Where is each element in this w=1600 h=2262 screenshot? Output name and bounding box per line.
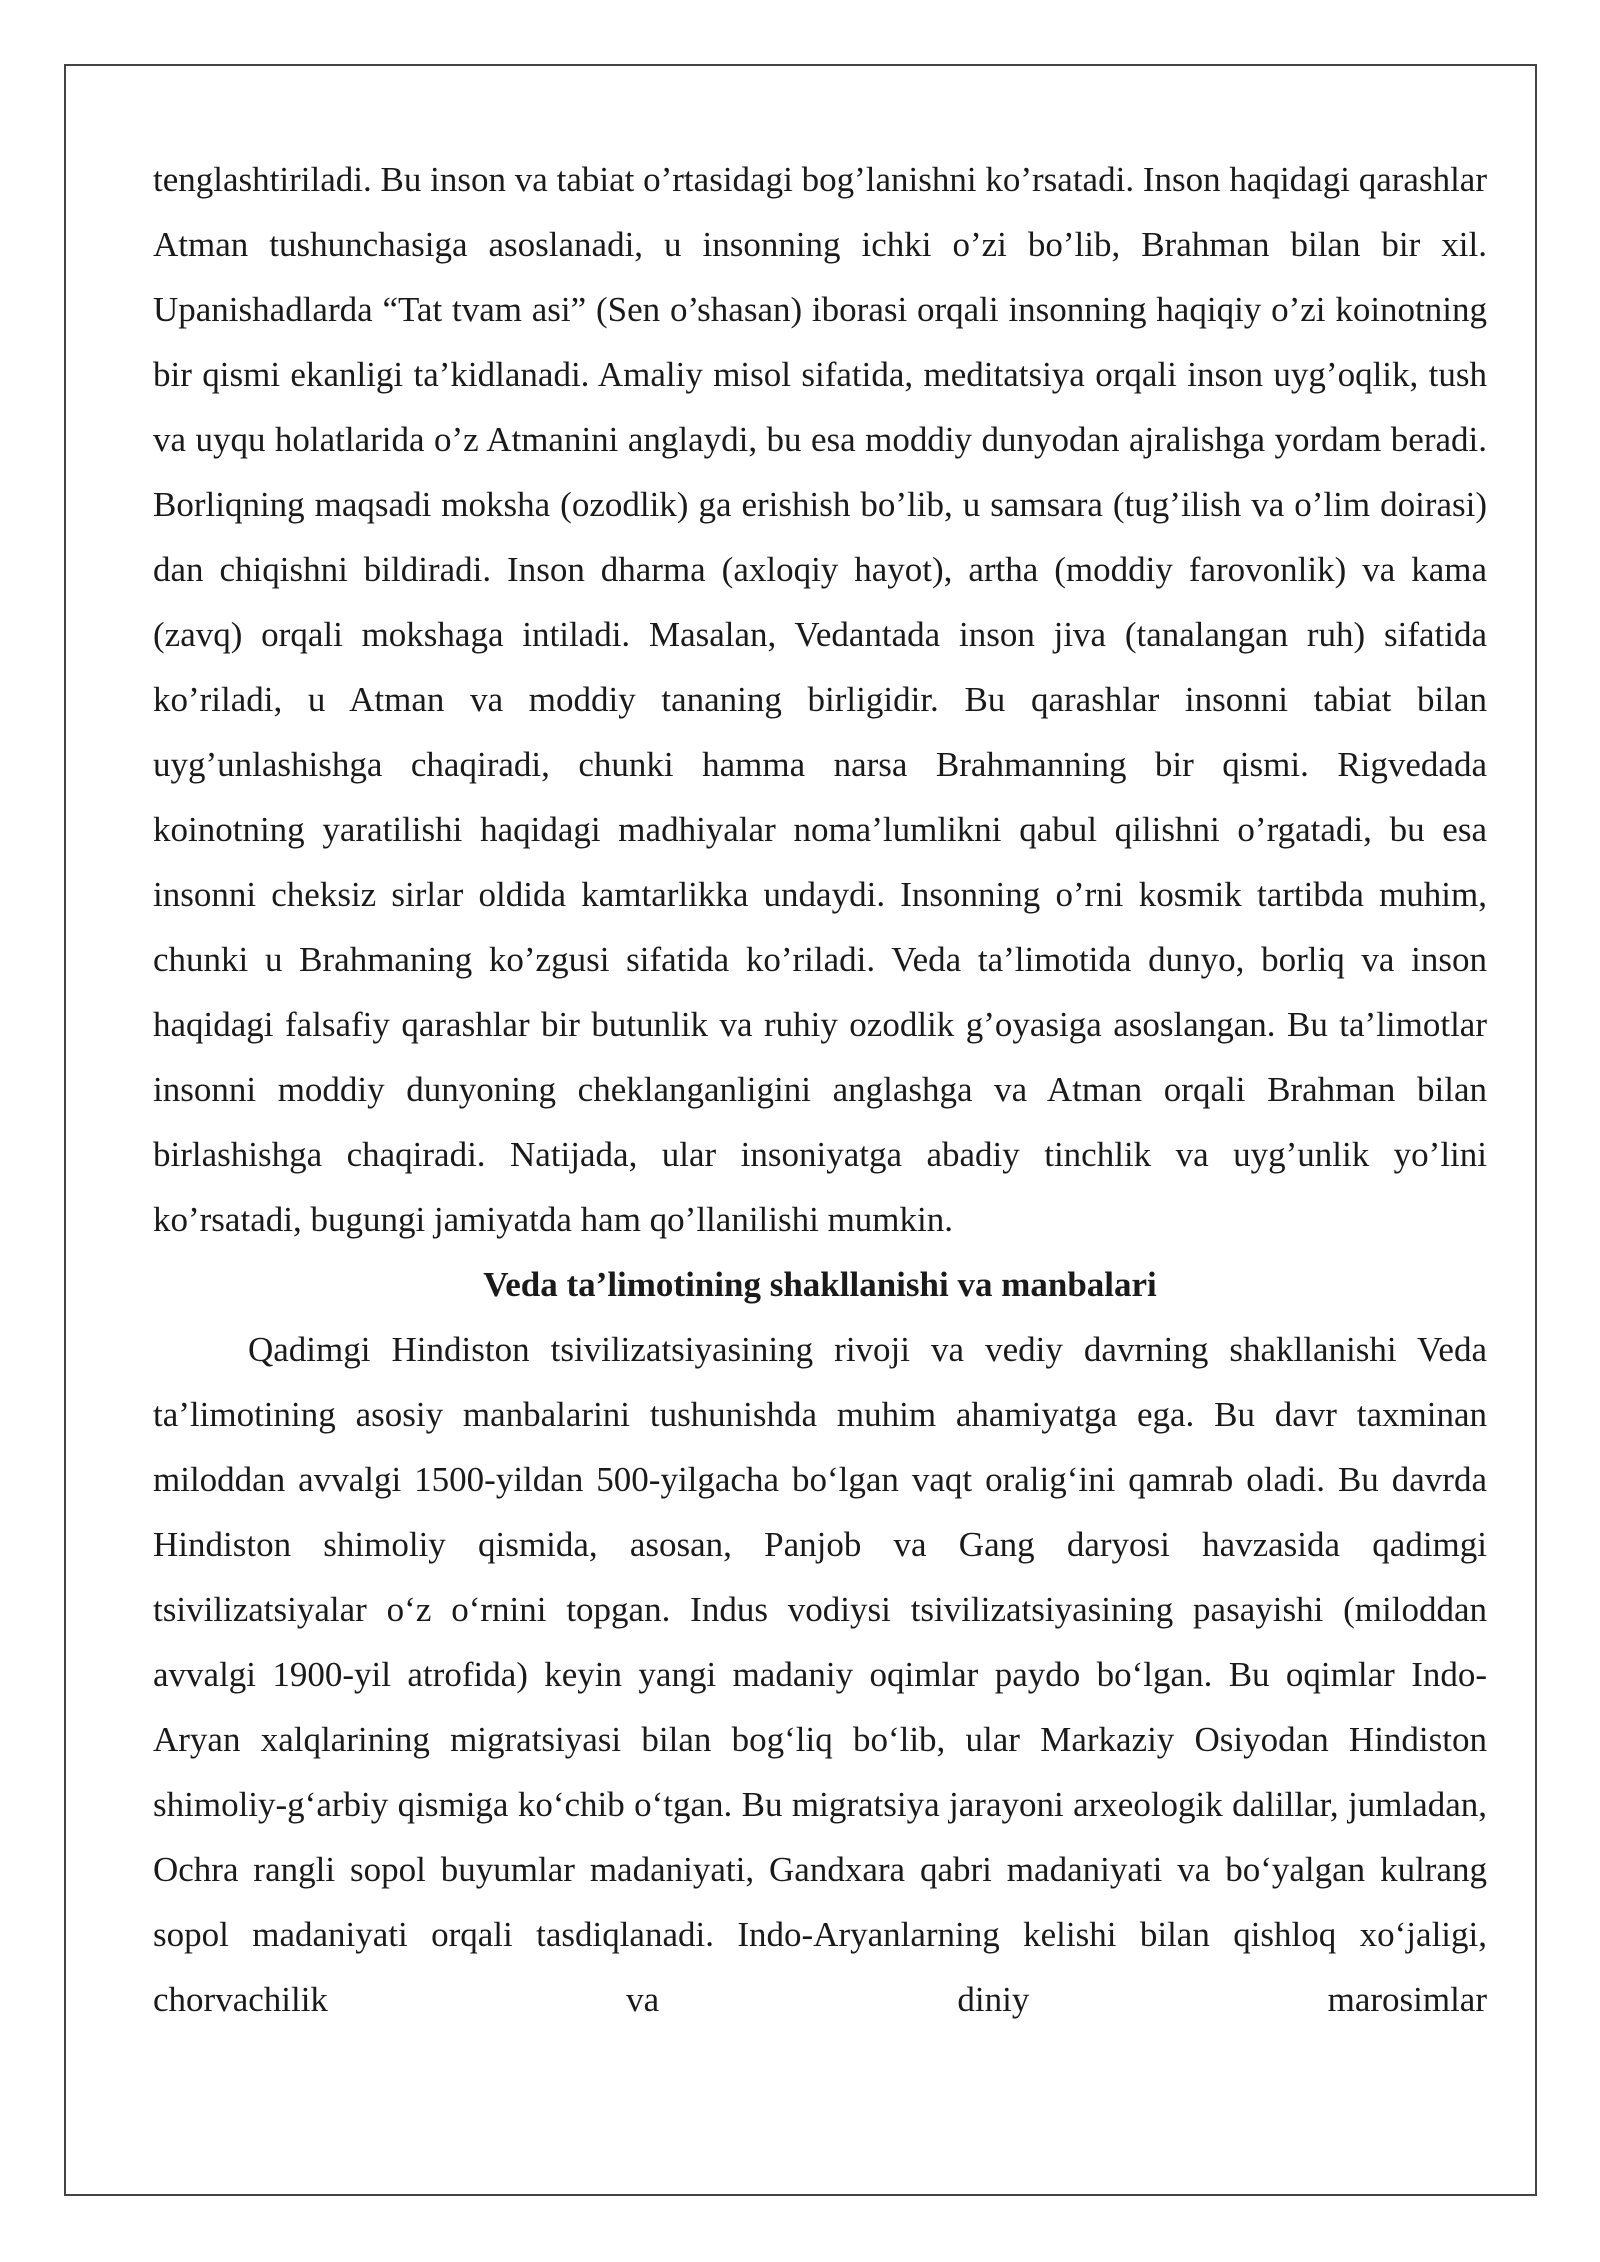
- document-body: [153, 147, 1487, 2032]
- body-paragraph: Qadimgi Hindiston tsivilizatsiyasining rivoji va vediy davrning shakllanishi Veda ta’limotining asosiy manbalarini tushunishda muhim ahamiyatga ega. Bu davr taxminan miloddan avvalgi 1500-yildan 500-yilgacha bo‘lgan vaqt oralig‘ini qamrab oladi. Bu davrda Hindiston shimoliy qismida, asosan, Panjob va Gang daryosi havzasida qadimgi tsivilizatsiyalar o‘z o‘rnini topgan. Indus vodiysi tsivilizatsiyasining pasayishi (miloddan avvalgi 1900-yil atrofida) keyin yangi madaniy oqimlar paydo bo‘lgan. Bu oqimlar Indo-Aryan xalqlarining migratsiyasi bilan bog‘liq bo‘lib, ular Markaziy Osiyodan Hindiston shimoliy-g‘arbiy qismiga ko‘chib o‘tgan. Bu migratsiya jarayoni arxeologik dalillar, jumladan, Ochra rangli sopol buyumlar madaniyati, Gandxara qabri madaniyati va bo‘yalgan kulrang sopol madaniyati orqali tasdiqlanadi. Indo-Aryanlarning kelishi bilan qishloq xo‘jaligi, chorvachilik va diniy marosimlar: [153, 1330, 1487, 2019]
- body-paragraph: tenglashtiriladi. Bu inson va tabiat o’rtasidagi bog’lanishni ko’rsatadi. Inson haqidagi qarashlar Atman tushunchasiga asoslanadi, u insonning ichki o’zi bo’lib, Brahman bilan bir xil. Upanishadlarda “Tat tvam asi” (Sen o’shasan) iborasi orqali insonning haqiqiy o’zi koinotning bir qismi ekanligi ta’kidlanadi. Amaliy misol sifatida, meditatsiya orqali inson uyg’oqlik, tush va uyqu holatlarida o’z Atmanini anglaydi, bu esa moddiy dunyodan ajralishga yordam beradi. Borliqning maqsadi moksha (ozodlik) ga erishish bo’lib, u samsara (tug’ilish va o’lim doirasi) dan chiqishni bildiradi. Inson dharma (axloqiy hayot), artha (moddiy farovonlik) va kama (zavq) orqali mokshaga intiladi. Masalan, Vedantada inson jiva (tanalangan ruh) sifatida ko’riladi, u Atman va moddiy tananing birligidir. Bu qarashlar insonni tabiat bilan uyg’unlashishga chaqiradi, chunki hamma narsa Brahmanning bir qismi. Rigvedada koinotning yaratilishi haqidagi madhiyalar noma’lumlikni qabul qilishni o’rgatadi, bu esa insonni cheksiz sirlar oldida kamtarlikka undaydi. Insonning o’rni kosmik tartibda muhim, chunki u Brahmaning ko’zgusi sifatida ko’riladi. Veda ta’limotida dunyo, borliq va inson haqidagi falsafiy qarashlar bir butunlik va ruhiy ozodlik g’oyasiga asoslangan. Bu ta’limotlar insonni moddiy dunyoning cheklanganligini anglashga va Atman orqali Brahman bilan birlashishga chaqiradi. Natijada, ular insoniyatga abadiy tinchlik va uyg’unlik yo’lini ko’rsatadi, bugungi jamiyatda ham qo’llanilishi mumkin.: [153, 160, 1487, 1239]
- section-heading: Veda ta’limotining shakllanishi va manbalari: [483, 1265, 1157, 1304]
